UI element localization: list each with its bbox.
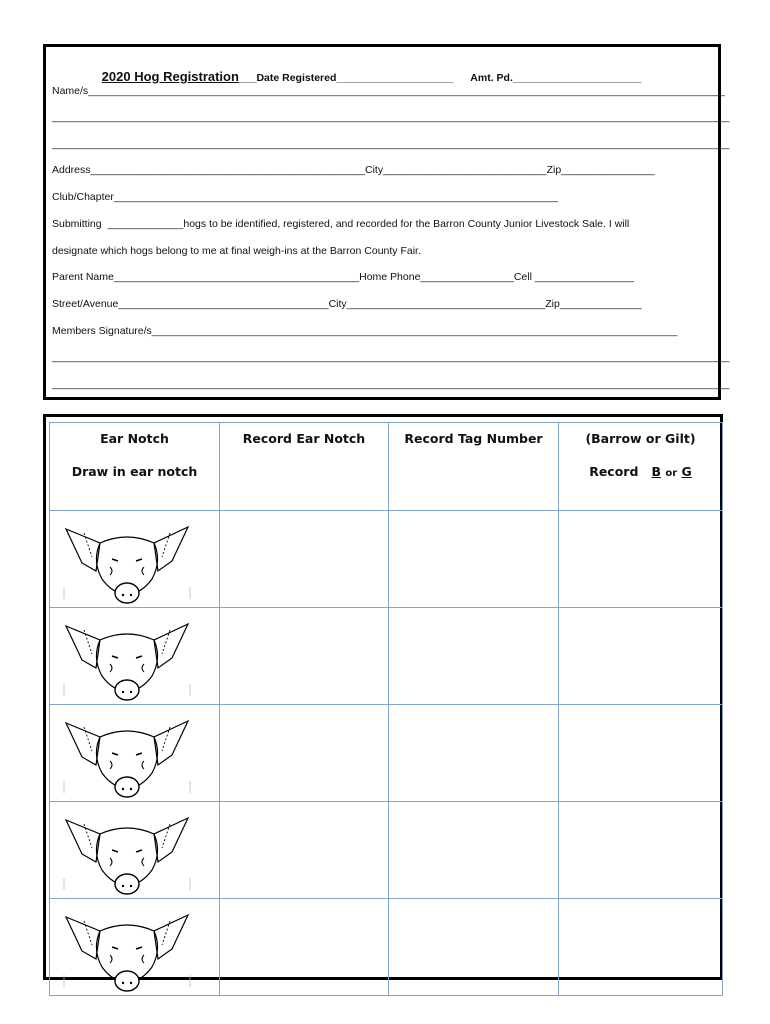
record-ear-notch-cell[interactable]: [220, 608, 389, 705]
barrow-gilt-cell[interactable]: [559, 511, 723, 608]
header-ear-notch-label: Ear Notch: [100, 431, 169, 446]
record-ear-notch-cell[interactable]: [220, 802, 389, 899]
table-header-row: [50, 423, 723, 511]
parent-field[interactable]: Parent Name__________________________________________Home Phone________________Cell _________________: [52, 271, 635, 283]
hog-table-box: [43, 414, 723, 980]
ear-notch-cell[interactable]: [50, 705, 220, 802]
pig-face-icon: [62, 909, 192, 993]
table-row: [50, 899, 723, 996]
barrow-gilt-cell[interactable]: [559, 608, 723, 705]
signature-field[interactable]: Members Signature/s__________________________________________________________________________________________: [52, 325, 678, 337]
barrow-gilt-cell[interactable]: [559, 802, 723, 899]
record-ear-notch-cell[interactable]: [220, 705, 389, 802]
record-tag-cell[interactable]: [389, 899, 559, 996]
ear-notch-cell[interactable]: [50, 899, 220, 996]
record-tag-cell[interactable]: [389, 802, 559, 899]
or-word: or: [665, 468, 678, 479]
g-letter: G: [681, 464, 692, 479]
date-amount-field[interactable]: ___Date Registered____________________ Amt. Pd.______________________: [238, 72, 642, 84]
record-ear-notch-cell[interactable]: [220, 899, 389, 996]
record-tag-cell[interactable]: [389, 511, 559, 608]
registration-form: [43, 44, 730, 400]
ear-notch-cell[interactable]: [50, 511, 220, 608]
street-field[interactable]: Street/Avenue____________________________________City__________________________________Zip______________: [52, 298, 642, 310]
barrow-gilt-cell[interactable]: [559, 899, 723, 996]
names-field-extra-1[interactable]: ____________________________________________________________________________________________________________________: [52, 111, 730, 123]
pig-face-icon: [62, 812, 192, 896]
pig-face-icon: [62, 618, 192, 702]
club-field[interactable]: Club/Chapter____________________________________________________________________________: [52, 191, 558, 203]
ear-notch-cell[interactable]: [50, 608, 220, 705]
pig-face-icon: [62, 715, 192, 799]
pig-face-icon: [62, 521, 192, 605]
table-row: [50, 608, 723, 705]
table-row: [50, 511, 723, 608]
record-word: Record: [589, 464, 639, 479]
record-ear-notch-cell[interactable]: [220, 511, 389, 608]
hog-table: [49, 422, 723, 996]
table-row: [50, 705, 723, 802]
header-record-ear-notch-label: Record Ear Notch: [242, 431, 366, 446]
form-title: 2020 Hog Registration: [101, 69, 239, 84]
header-barrow-gilt: [559, 423, 723, 511]
b-letter: B: [651, 464, 661, 479]
header-draw-note: Draw in ear notch: [71, 464, 198, 479]
record-tag-cell[interactable]: [389, 608, 559, 705]
address-field[interactable]: Address_______________________________________________City____________________________Zip________________: [52, 164, 655, 176]
record-tag-cell[interactable]: [389, 705, 559, 802]
barrow-gilt-cell[interactable]: [559, 705, 723, 802]
header-barrow-gilt-label: (Barrow or Gilt): [585, 431, 696, 446]
submitting-text: Submitting _____________hogs to be identified, registered, and recorded for the Barron County Junior Livestock Sale. I will: [52, 218, 630, 230]
ear-notch-cell[interactable]: [50, 802, 220, 899]
names-field[interactable]: Name/s_____________________________________________________________________________________________________________: [52, 85, 725, 97]
header-record-ear-notch: [220, 423, 389, 511]
header-record-bg: [559, 464, 722, 479]
header-record-tag: [389, 423, 559, 511]
header-ear-notch: [50, 423, 220, 511]
designate-text: designate which hogs belong to me at final weigh-ins at the Barron County Fair.: [52, 245, 421, 257]
table-row: [50, 802, 723, 899]
header-record-tag-label: Record Tag Number: [404, 431, 543, 446]
names-field-extra-2[interactable]: ____________________________________________________________________________________________________________________: [52, 138, 730, 150]
signature-extra-1[interactable]: ____________________________________________________________________________________________________________________: [52, 351, 730, 363]
signature-extra-2[interactable]: ____________________________________________________________________________________________________________________: [52, 378, 730, 390]
